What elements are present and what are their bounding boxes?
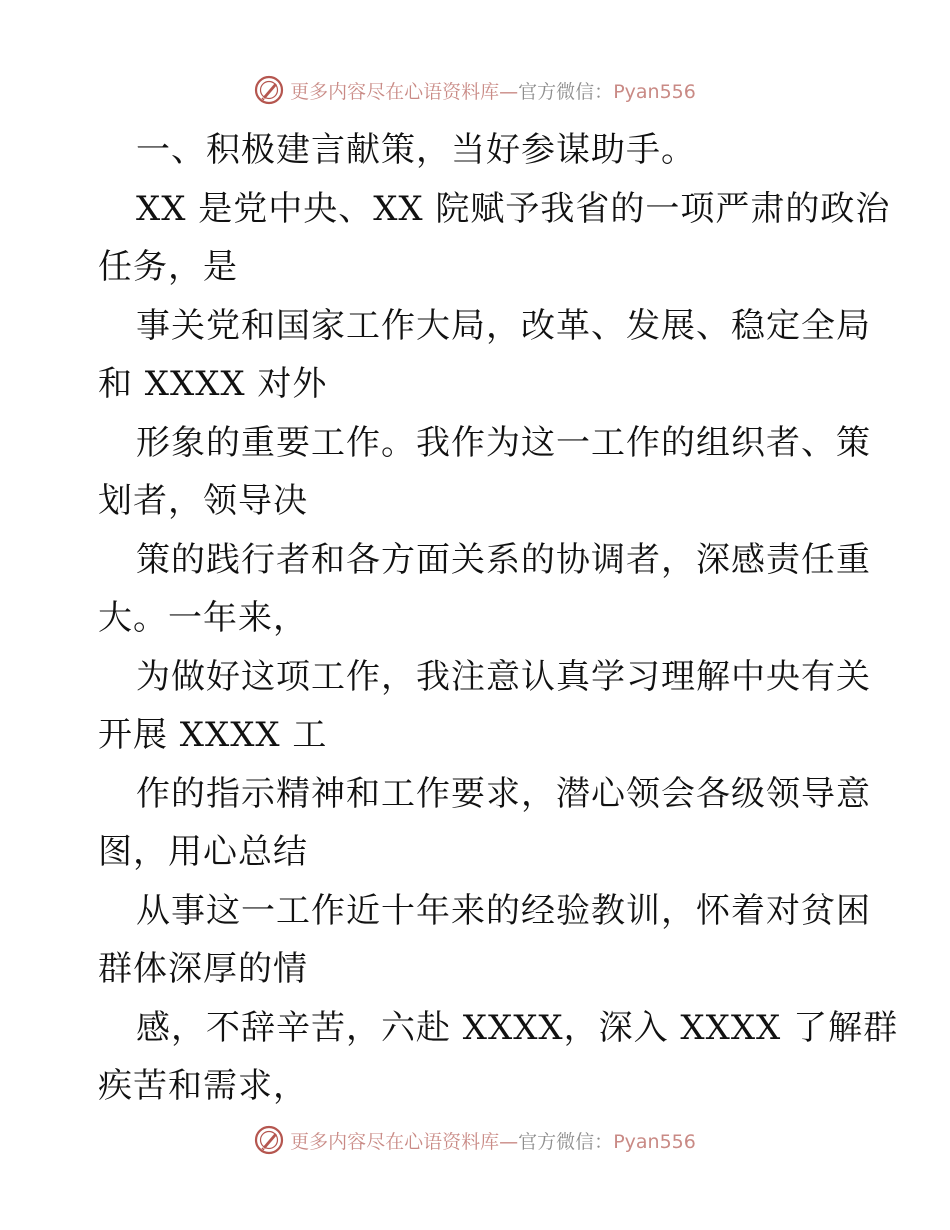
watermark-wechat-id: Pyan556: [613, 80, 696, 103]
watermark-dash: —: [499, 80, 519, 103]
document-line: 群体深厚的情: [98, 949, 308, 989]
document-line: 感，不辞辛苦，六赴 XXXX，深入 XXXX 了解群: [136, 1007, 899, 1048]
document-line: 和 XXXX 对外: [98, 364, 328, 404]
document-line: 一、积极建言献策，当好参谋助手。: [136, 130, 696, 170]
document-body: [98, 121, 899, 1116]
document-line: XX 是党中央、XX 院赋予我省的一项严肃的政治: [136, 188, 891, 229]
document-line: 疾苦和需求，: [98, 1066, 308, 1106]
document-line: 大。一年来，: [98, 598, 308, 638]
watermark-label: 官方微信：: [518, 80, 614, 103]
quill-seal-icon: [254, 1125, 284, 1155]
document-line: 形象的重要工作。我作为这一工作的组织者、策: [136, 422, 871, 463]
document-line: 策的践行者和各方面关系的协调者，深感责任重: [136, 539, 871, 580]
document-line: 任务，是: [98, 247, 238, 287]
watermark-label: 官方微信：: [518, 1130, 614, 1153]
document-line: 为做好这项工作，我注意认真学习理解中央有关: [136, 656, 871, 697]
document-line: 从事这一工作近十年来的经验教训，怀着对贫困: [136, 890, 871, 931]
document-line: 划者，领导决: [98, 481, 308, 521]
watermark-wechat-id: Pyan556: [613, 1130, 696, 1153]
document-line: 开展 XXXX 工: [98, 715, 328, 755]
watermark-main-text: 更多内容尽在心语资料库: [290, 80, 500, 103]
document-line: 图，用心总结: [98, 832, 308, 872]
watermark-banner-top: [0, 70, 950, 110]
quill-seal-icon: [254, 75, 284, 105]
document-line: 事关党和国家工作大局，改革、发展、稳定全局: [136, 305, 871, 346]
watermark-main-text: 更多内容尽在心语资料库: [290, 1130, 500, 1153]
document-line: 作的指示精神和工作要求，潜心领会各级领导意: [136, 773, 871, 814]
watermark-dash: —: [499, 1130, 519, 1153]
watermark-banner-bottom: [0, 1120, 950, 1160]
